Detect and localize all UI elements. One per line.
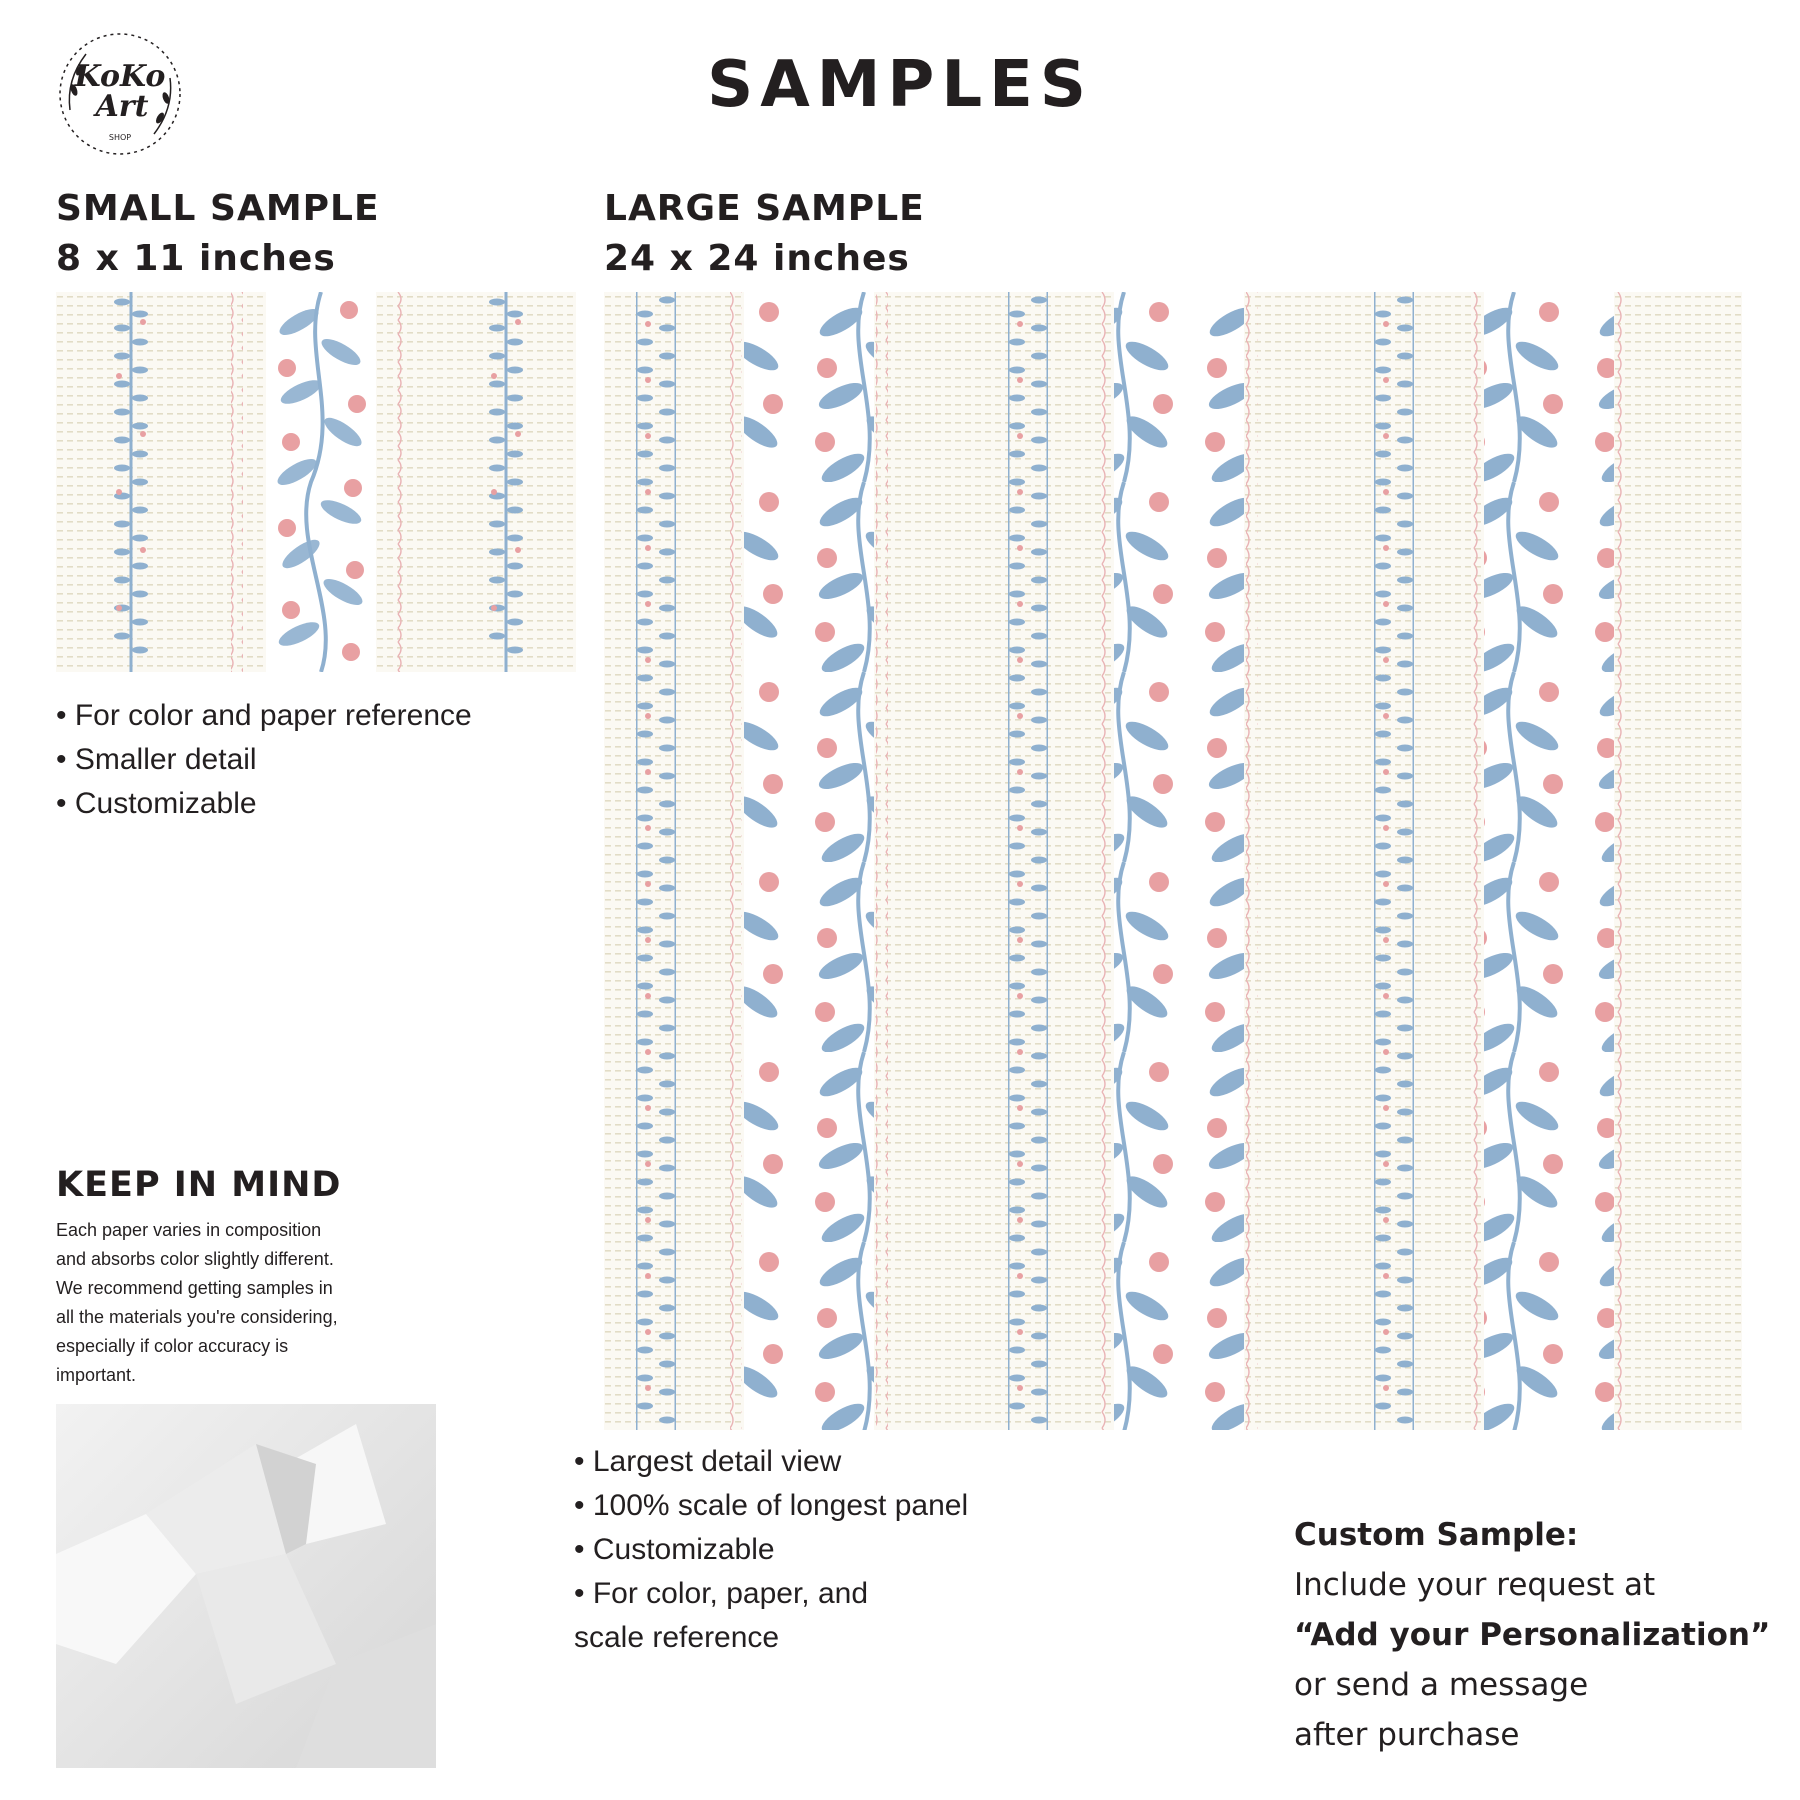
logo-text-art: Art [95,89,149,124]
small-sample-size: 8 x 11 inches [56,238,336,279]
keep-in-mind-line: Each paper varies in composition [56,1220,322,1240]
large-sample-bullet: • 100% scale of longest panel [574,1484,968,1528]
logo-text-shop: SHOP [108,133,132,142]
logo-text-koko: KoKo [74,59,166,94]
keep-in-mind-line: especially if color accuracy is [56,1336,289,1356]
large-sample-bullets [574,1440,968,1660]
custom-sample-line: Include your request at [1294,1567,1656,1603]
page-title: SAMPLES [707,48,1093,122]
small-sample-heading: SMALL SAMPLE [56,188,380,229]
large-sample-bullet-continuation: scale reference [574,1621,780,1654]
small-sample-bullet: • Smaller detail [56,738,472,782]
keep-in-mind-heading: KEEP IN MIND [56,1165,342,1205]
large-sample-swatch [604,292,1742,1430]
keep-in-mind-text [56,1216,338,1390]
small-sample-swatch [56,292,576,672]
small-sample-bullet: • For color and paper reference [56,694,472,738]
keep-in-mind-line: all the materials you're considering, [56,1307,338,1327]
custom-sample-line: or send a message [1294,1667,1589,1703]
keep-in-mind-line: We recommend getting samples in [56,1278,333,1298]
small-sample-bullets [56,694,472,826]
folded-paper-photo [56,1404,436,1768]
large-sample-bullet: • Customizable [574,1528,968,1572]
large-sample-heading: LARGE SAMPLE [604,188,925,229]
keep-in-mind-line: and absorbs color slightly different. [56,1249,334,1269]
small-sample-bullet: • Customizable [56,782,472,826]
custom-sample-block [1294,1510,1770,1760]
custom-sample-highlight: “Add your Personalization” [1294,1617,1771,1653]
keep-in-mind-line: important. [56,1365,137,1385]
large-sample-bullet: • For color, paper, and [574,1572,968,1616]
large-sample-size: 24 x 24 inches [604,238,910,279]
custom-sample-line: after purchase [1294,1717,1520,1753]
large-sample-bullet: • Largest detail view [574,1440,968,1484]
custom-sample-heading: Custom Sample: [1294,1517,1579,1553]
